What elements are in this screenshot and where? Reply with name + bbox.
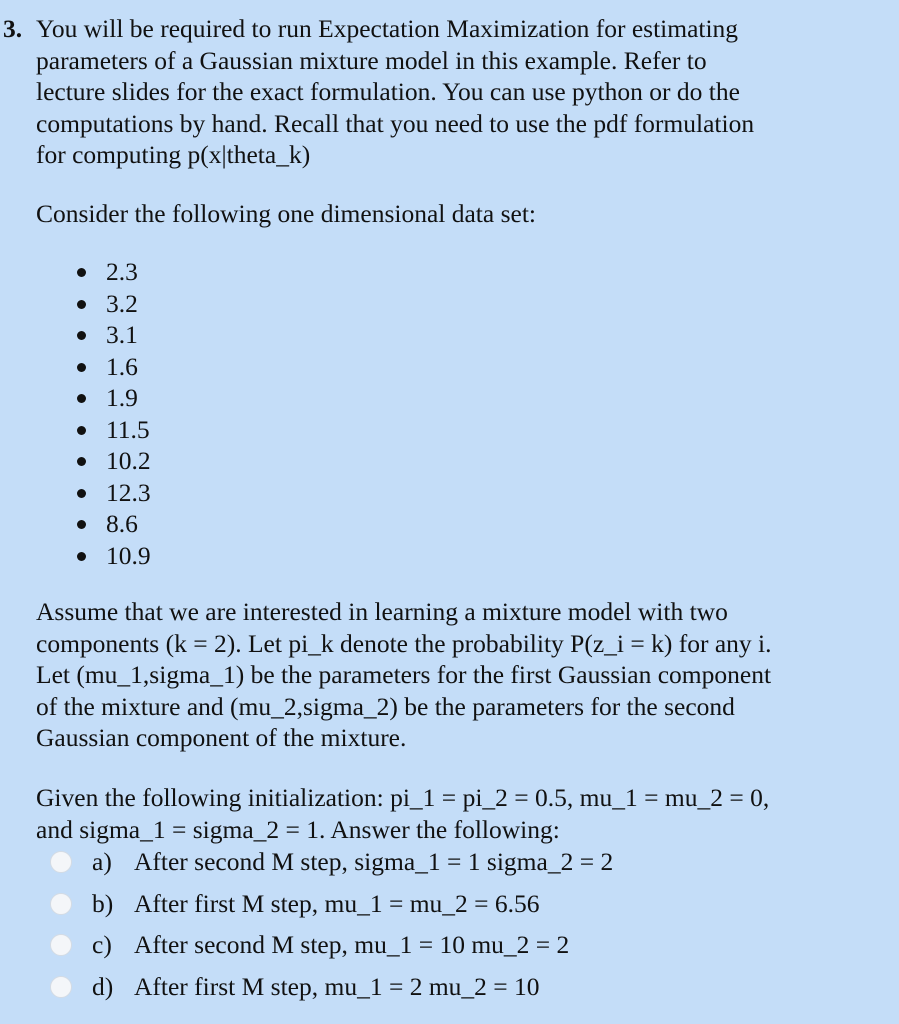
consider-text: Consider the following one dimensional data set: [36,199,536,228]
question-number: 3. [3,14,23,43]
option-c[interactable] [50,929,850,971]
radio-button-c[interactable] [50,934,72,956]
intro-line: computations by hand. Recall that you need to use the pdf formulation [36,108,755,138]
assume-line: Let (mu_1,sigma_1) be the parameters for the first Gaussian component [36,660,772,689]
data-point: 1.9 [68,382,151,414]
bullet-icon [77,457,86,466]
radio-button-a[interactable] [50,851,72,873]
option-text: After second M step, sigma_1 = 1 sigma_2 = 2 [134,847,614,876]
intro-line: You will be required to run Expectation Maximization for estimating [36,14,739,43]
data-point: 3.1 [68,319,151,351]
option-d[interactable] [50,971,850,1013]
bullet-icon [77,426,86,435]
option-text: After second M step, mu_1 = 10 mu_2 = 2 [134,930,570,959]
bullet-icon [77,520,86,529]
data-point: 10.9 [68,540,151,572]
assume-line: of the mixture and (mu_2,sigma_2) be the parameters for the second [36,691,735,721]
bullet-icon [77,331,86,340]
data-point: 8.6 [68,508,151,540]
bullet-icon [77,489,86,498]
radio-button-b[interactable] [50,893,72,915]
option-b[interactable] [50,888,850,930]
assume-text [36,596,856,754]
bullet-icon [77,300,86,309]
option-letter: c) [92,930,112,959]
data-set-list [68,256,151,571]
given-text [36,782,856,845]
bullet-icon [77,394,86,403]
data-point: 2.3 [68,256,151,288]
question-intro [36,13,856,171]
intro-line: parameters of a Gaussian mixture model in this example. Refer to [36,45,707,75]
radio-button-d[interactable] [50,976,72,998]
intro-line: for computing p(x|theta_k) [36,140,311,169]
data-point: 10.2 [68,445,151,477]
data-point: 1.6 [68,351,151,383]
data-point: 11.5 [68,414,151,446]
assume-line: Assume that we are interested in learning a mixture model with two [36,597,728,626]
intro-line: lecture slides for the exact formulation. You can use python or do the [36,77,740,106]
given-line: Given the following initialization: pi_1 = pi_2 = 0.5, mu_1 = mu_2 = 0, [36,783,770,812]
data-point: 3.2 [68,288,151,320]
bullet-icon [77,268,86,277]
option-letter: a) [92,847,112,876]
option-letter: b) [92,888,114,918]
answer-options [50,846,850,1012]
option-a[interactable] [50,846,850,888]
bullet-icon [77,363,86,372]
bullet-icon [77,552,86,561]
assume-line: components (k = 2). Let pi_k denote the probability P(z_i = k) for any i. [36,628,772,658]
data-point: 12.3 [68,477,151,509]
option-text: After first M step, mu_1 = mu_2 = 6.56 [134,888,540,918]
assume-line: Gaussian component of the mixture. [36,723,407,752]
given-line: and sigma_1 = sigma_2 = 1. Answer the following: [36,814,560,844]
option-text: After first M step, mu_1 = 2 mu_2 = 10 [134,971,540,1001]
option-letter: d) [92,971,114,1001]
